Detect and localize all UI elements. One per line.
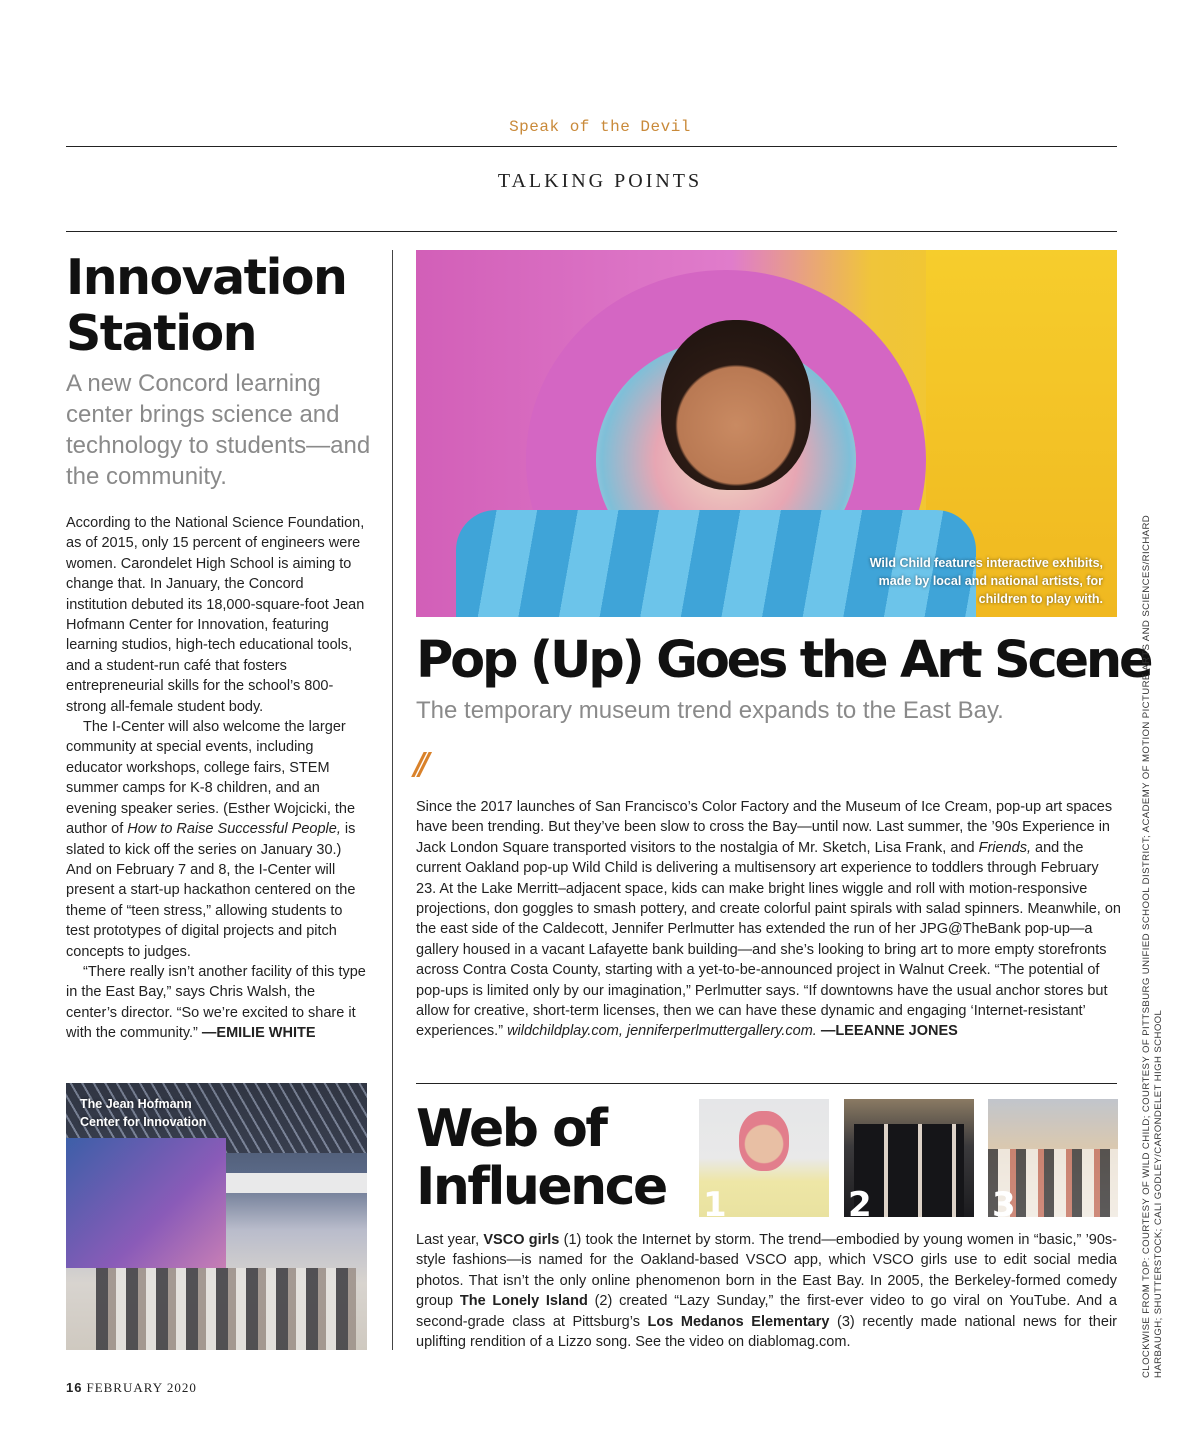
- popup-urls: wildchildplay.com, jenniferperlmuttergallery.com.: [507, 1023, 817, 1040]
- wild-child-photo: [416, 250, 1117, 617]
- innovation-paragraph-2: The I-Center will also welcome the larger community at special events, including educator workshops, college fairs, STEM summer camps for K-8 children, and an evening speaker series. (Esther Wojcicki, the author of How to Raise Successful People, is slated to kick off the series on January 30.) And on February 7 and 8, the I-Center will present a start-up hackathon centered on the theme of “teen stress,” allowing students to test prototypes of digital projects and pitch concepts to judges.: [66, 719, 356, 960]
- classroom-photo: [988, 1099, 1118, 1217]
- icenter-photo: [66, 1083, 367, 1350]
- running-head: Speak of the Devil: [509, 118, 691, 136]
- lonely-island-photo: [844, 1099, 974, 1217]
- innovation-byline: —EMILIE WHITE: [201, 1025, 316, 1042]
- wild-child-photo-caption: Wild Child features interactive exhibits, made by local and national artists, for children to play with.: [869, 556, 1103, 606]
- popup-headline: Pop (Up) Goes the Art Scene: [416, 631, 1151, 690]
- innovation-paragraph-1: According to the National Science Foundation, as of 2015, only 15 percent of engineers were women. Carondelet High School is aiming to change that. In January, the Concord institution debuted its 18,000-square-foot Jean Hofmann Center for Innovation, featuring learning studios, high-tech educational tools, and a student-run café that fosters entrepreneurial skills for the school’s 800-strong all-female student body.: [66, 515, 365, 715]
- section-ornament: //: [414, 747, 424, 782]
- column-divider: [392, 250, 393, 1350]
- web-body: Last year, VSCO girls (1) took the Internet by storm. The trend—embodied by young women in “basic,” ’90s-style fashions—is named for the Oakland-based VSCO app, which VSCO girls use to edit social media photos. That isn’t the only online phenomenon born in the East Bay. In 2005, the Berkeley-formed comedy group The Lonely Island (2) created “Lazy Sunday,” the first-ever video to go viral on YouTube. And a second-grade class at Pittsburg’s Los Medanos Elementary (3) recently made national news for their uplifting rendition of a Lizzo song. See the video on diablomag.com.: [416, 1232, 1117, 1351]
- top-rule: [66, 146, 1117, 147]
- issue-date: FEBRUARY 2020: [86, 1380, 197, 1395]
- section-head: TALKING POINTS: [497, 170, 703, 192]
- photo-credit: CLOCKWISE FROM TOP: COURTESY OF WILD CHILD; COURTESY OF PITTSBURG UNIFIED SCHOOL DISTRICT; ACADEMY OF MOTION PICTURE ARTS AND SCIENCES/RICHARD HARBAUGH; SHUTTERSTOCK; CALI GODLEY/CARONDELET HIGH SCHOOL: [1141, 514, 1164, 1378]
- innovation-dek: A new Concord learning center brings science and technology to students—and the community.: [66, 370, 371, 490]
- page-number: 16: [66, 1380, 83, 1395]
- popup-byline: —LEEANNE JONES: [820, 1023, 958, 1040]
- innovation-paragraph-3: “There really isn’t another facility of this type in the East Bay,” says Chris Walsh, the center’s director. “So we’re excited to share it with the community.” —EMILIE WHITE: [66, 963, 366, 1042]
- photo-number-2: 2: [848, 1185, 872, 1217]
- section-rule: [66, 231, 1117, 232]
- innovation-headline: Innovation Station: [66, 249, 347, 362]
- book-title: How to Raise Successful People,: [127, 821, 341, 838]
- folio: [66, 1380, 197, 1396]
- innovation-body: [66, 513, 366, 1044]
- icenter-photo-caption: The Jean Hofmann Center for Innovation: [80, 1097, 207, 1129]
- photo-number-1: 1: [703, 1185, 727, 1217]
- vsco-girl-photo: [699, 1099, 829, 1217]
- web-rule: [416, 1083, 1117, 1084]
- popup-body: Since the 2017 launches of San Francisco’s Color Factory and the Museum of Ice Cream, pop-up art spaces have been trending. But they’ve been slow to cross the Bay—until now. Last summer, the ’90s Experience in Jack London Square transported visitors to the nostalgia of Mr. Sketch, Lisa Frank, and Friends, and the current Oakland pop-up Wild Child is delivering a multisensory art experience to toddlers through February 23. At the Lake Merritt–adjacent space, kids can make bright lines wiggle and roll with motion-responsive projections, don goggles to smash pottery, and create colorful paint spirals with salad spinners. Meanwhile, on the east side of the Caldecott, Jennifer Perlmutter has extended the run of her JPG@TheBank pop-up—a gallery housed in a vacant Lafayette bank building—and she’s looking to bring art to more empty storefronts across Contra Costa County, starting with a yet-to-be-announced project in Walnut Creek. “The potential of pop-ups is limited only by our imagination,” Perlmutter says. “If downtowns have the usual anchor stores but allow for creative, short-term licenses, then we can have these dynamic and engaging ‘Internet-resistant’ experiences.” wildchildplay.com, jenniferperlmuttergallery.com. —LEEANNE JONES: [416, 799, 1121, 1040]
- web-headline: Web of Influence: [416, 1099, 666, 1217]
- popup-dek: The temporary museum trend expands to the East Bay.: [416, 697, 1004, 724]
- photo-number-3: 3: [992, 1185, 1016, 1217]
